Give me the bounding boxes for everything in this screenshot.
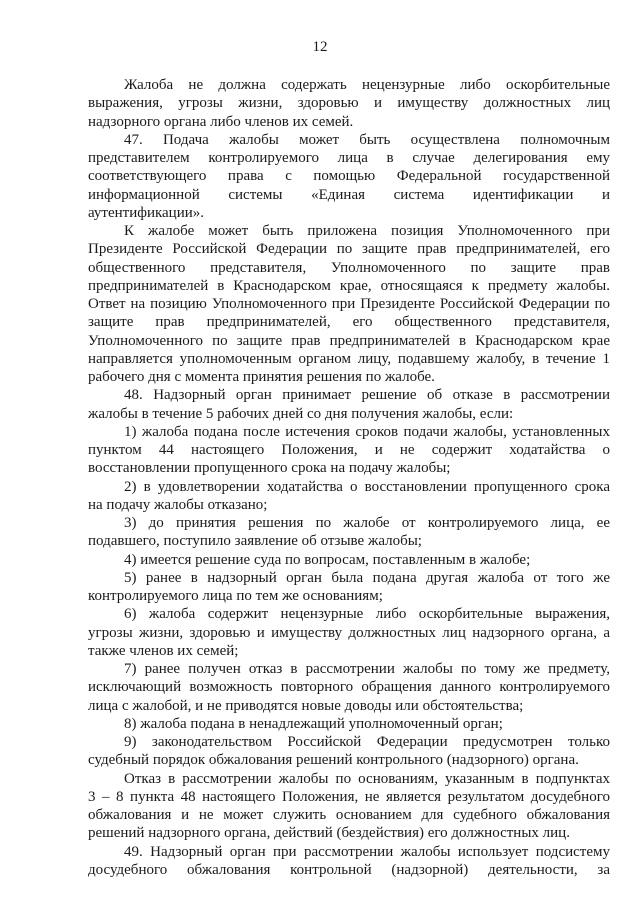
text-line: также членов их семей; (88, 642, 239, 659)
text-line: судебный порядок обжалования решений контрольного (надзорного) органа. (88, 752, 579, 769)
text-line: 3 – 8 пункта 48 настоящего Положения, не является результатом досудебного (88, 788, 610, 805)
text-line: Жалоба не должна содержать нецензурные либо оскорбительные (124, 77, 610, 93)
text-line: 3) до принятия решения по жалобе от контролируемого лица, ее (124, 515, 610, 531)
text-line: 47. Подача жалобы может быть осуществлена полномочным (124, 131, 610, 148)
text-line: Отказ в рассмотрении жалобы по основаниям, указанным в подпунктах (124, 770, 610, 787)
text-line: информационной системы «Единая система идентификации и (88, 186, 610, 203)
text-line: 6) жалоба содержит нецензурные либо оскорбительные выражения, (124, 606, 610, 623)
text-line: соответствующего права с помощью Федеральной государственной (88, 168, 610, 185)
text-line: аутентификации». (88, 204, 205, 221)
text-line: выражения, угрозы жизни, здоровью и имуществу должностных лиц (88, 95, 610, 112)
text-line: 48. Надзорный орган принимает решение об отказе в рассмотрении (124, 387, 610, 404)
text-line: исключающий возможность повторного обращения данного контролируемого (88, 679, 610, 696)
text-line: К жалобе может быть приложена позиция Уполномоченного при (124, 223, 610, 239)
text-line: общественного представителя, Уполномоченного по защите прав (88, 259, 610, 276)
text-line: лица с жалобой, и не приводятся новые доводы или обстоятельства; (88, 697, 524, 714)
text-line: 8) жалоба подана в ненадлежащий уполномоченный орган; (124, 715, 503, 732)
text-line: решений надзорного органа, действий (бездействия) его должностных лиц. (88, 825, 570, 842)
page-number: 12 (312, 39, 328, 55)
text-line: 1) жалоба подана после истечения сроков подачи жалобы, установленных (124, 423, 610, 440)
text-line: направляется уполномоченным органом лицу, подавшему жалобу, в течение 1 (88, 350, 610, 367)
text-line: Уполномоченного по защите прав предпринимателей в Краснодарском крае (88, 332, 610, 349)
text-line: представителем контролируемого лица в случае делегирования ему (88, 150, 610, 166)
text-line: обжалования и не может служить основанием для судебного обжалования (88, 807, 610, 823)
text-line: 4) имеется решение суда по вопросам, поставленным в жалобе; (124, 551, 531, 568)
text-line: пунктом 44 настоящего Положения, и не содержит ходатайства о (88, 442, 610, 458)
text-line: контролируемого лица по тем же основаниям; (88, 588, 383, 604)
text-line: угрозы жизни, здоровью и имуществу должностных лиц надзорного органа, а (88, 624, 610, 641)
text-line: Ответ на позицию Уполномоченного при Президенте Российской Федерации по (88, 296, 610, 312)
text-line: надзорного органа либо членов их семей. (88, 113, 354, 130)
text-line: 5) ранее в надзорный орган была подана другая жалоба от того же (124, 569, 610, 586)
text-line: 9) законодательством Российской Федерации предусмотрен только (124, 734, 610, 750)
text-line: досудебного обжалования контрольной (надзорной) деятельности, за (88, 861, 610, 878)
text-line: подавшего, поступило заявление об отзыве жалобы; (88, 533, 422, 550)
text-line: защите прав предпринимателей, его общественного представителя, (88, 314, 610, 331)
document-body (88, 76, 610, 879)
text-line: 49. Надзорный орган при рассмотрении жалобы использует подсистему (124, 843, 610, 860)
text-line: 2) в удовлетворении ходатайства о восстановлении пропущенного срока (124, 478, 610, 495)
text-line: Президенте Российской Федерации по защите прав предпринимателей, его (88, 241, 610, 258)
text-line: предпринимателей в Краснодарском крае, относящаяся к предмету жалобы. (88, 277, 610, 294)
text-line: жалобы в течение 5 рабочих дней со дня получения жалобы, если: (88, 405, 514, 422)
text-line: 7) ранее получен отказ в рассмотрении жалобы по тому же предмету, (124, 661, 610, 677)
text-line: рабочего дня с момента принятия решения по жалобе. (88, 369, 435, 385)
text-line: на подачу жалобы отказано; (88, 496, 268, 513)
text-line: восстановлении пропущенного срока на подачу жалобы; (88, 460, 451, 477)
